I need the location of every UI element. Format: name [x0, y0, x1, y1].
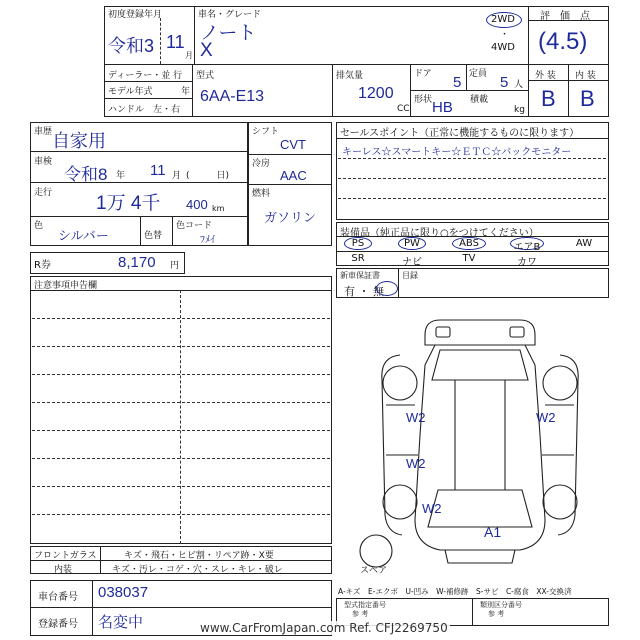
damage-mark-4: W2 [422, 501, 442, 516]
notes-dash-4 [32, 402, 330, 403]
model-divider [192, 64, 193, 117]
header-divider [194, 6, 195, 64]
score-value: (4.5) [538, 28, 588, 55]
day-paren: ( 日) [186, 171, 230, 181]
notes-dash-1 [32, 318, 330, 319]
glass-label-divider [100, 546, 101, 574]
ledger-label: 目録 [402, 271, 418, 280]
header-block [104, 6, 609, 117]
wheel-front-left [383, 485, 417, 519]
type-spec-ref: 参 考 [352, 610, 369, 618]
sales-dash-1 [338, 158, 606, 159]
recycle-box [30, 252, 185, 274]
first-reg-era: 令和3 [108, 36, 155, 56]
category-label: 類別区分番号 [480, 601, 522, 609]
ac-value: AAC [280, 168, 307, 183]
damage-mark-3: W2 [406, 456, 426, 471]
usage-divider [30, 151, 248, 152]
spare-label: スペア [360, 566, 388, 576]
inspection-era: 令和8 [64, 165, 108, 184]
damage-mark-2: W2 [536, 410, 556, 425]
warranty-value: 有 ・ 無 [344, 285, 384, 298]
chassis-number: 038037 [98, 584, 149, 601]
equip-ps: PS [351, 238, 365, 249]
recycle-amount: 8,170 [118, 254, 156, 271]
windshield [428, 490, 532, 527]
warranty-none-circle [376, 281, 398, 296]
registration-value: 名変中 [98, 614, 144, 631]
damage-mark-1: W2 [406, 410, 426, 425]
notes-dash-7 [32, 486, 330, 487]
dealer-divider [104, 81, 192, 82]
model-year-divider [104, 98, 192, 99]
sales-points-text: キーレス☆スマートキー☆ＥＴＣ☆バックモニター [342, 147, 572, 158]
exterior-label: 外 装 [535, 71, 556, 81]
color-code-divider [172, 216, 173, 246]
shift-value: CVT [280, 137, 306, 152]
equip-leather: カワ [517, 257, 537, 268]
side-mirror-left [436, 327, 450, 337]
exterior-grade: B [541, 86, 556, 111]
model-label: 型式 [196, 71, 215, 81]
wheel-rear-right [543, 366, 577, 400]
fuel-value: ガソリン [264, 210, 317, 225]
equip-airbag: エアB [513, 242, 541, 253]
shift-label: シフト [252, 127, 280, 137]
drive-dot: ・ [500, 30, 510, 40]
year-suffix: 年 [181, 87, 191, 97]
kg-unit: kg [514, 105, 525, 115]
capacity-value: 5 [500, 74, 509, 91]
color-value: シルバー [58, 228, 109, 243]
displacement-label: 排気量 [336, 71, 364, 81]
person-suffix: 人 [514, 80, 524, 90]
warranty-label: 新車保証書 [340, 271, 380, 280]
sales-dash-2 [338, 178, 606, 179]
notes-dash-2 [32, 346, 330, 347]
damage-legend: A-キズ E-エクボ U-凹み W-補修跡 S-サビ C-腐食 XX-交換済 [338, 587, 572, 596]
capacity-label: 定員 [469, 69, 488, 79]
notes-dash-6 [32, 458, 330, 459]
sales-points-label: セールスポイント（正常に機能するものに限ります） [340, 128, 580, 139]
notes-title-divider [30, 290, 332, 291]
capacity-divider [466, 64, 467, 90]
cc-unit: CC [397, 104, 410, 114]
handle-label: ハンドル 左・右 [108, 105, 181, 115]
warranty-divider [398, 268, 399, 298]
inspection-label: 車検 [34, 157, 53, 167]
km-unit: km [212, 204, 225, 213]
drive-2wd: 2WD [491, 14, 515, 25]
front-bumper [445, 550, 515, 563]
front-glass-label: フロントガラス [34, 551, 97, 561]
door-value: 5 [453, 74, 462, 91]
interior-text: キズ・汚レ・コゲ・穴・スレ・キレ・破レ [112, 565, 283, 575]
car-roof-outline [425, 320, 535, 345]
mileage-divider [30, 216, 248, 217]
dealer-label: ディーラー・並 行 [108, 71, 183, 81]
month-char: 月 [172, 171, 182, 181]
rear-window [432, 350, 528, 380]
inspection-divider [30, 182, 248, 183]
header-row-divider [104, 64, 609, 65]
shape-value: HB [432, 99, 453, 116]
first-reg-label: 初度登録年月 [108, 10, 163, 20]
color-code-value: ﾌﾒｲ [200, 235, 215, 246]
displacement-divider [332, 64, 333, 117]
interior-row-label: 内装 [54, 565, 73, 575]
side-mirror-right [510, 327, 524, 337]
model-code: 6AA-E13 [200, 88, 265, 105]
sales-points-title-divider [336, 138, 609, 139]
color-change-divider [140, 216, 141, 246]
equip-abs: ABS [459, 238, 479, 249]
notes-dash-5 [32, 430, 330, 431]
displacement-value: 1200 [358, 85, 394, 102]
notes-col-1 [180, 290, 181, 544]
equip-sr: SR [351, 253, 365, 264]
notes-label: 注意事項申告欄 [34, 281, 98, 291]
recycle-label: R券 [34, 260, 51, 271]
wheel-rear-left [383, 366, 417, 400]
interior-grade: B [580, 86, 595, 111]
right-side-panel [558, 355, 578, 535]
car-name-label: 車名・グレード [198, 10, 262, 20]
car-diagram [340, 305, 610, 585]
damage-mark-5: A1 [484, 524, 502, 540]
grade-mid-divider [568, 64, 569, 117]
ac-label: 冷房 [252, 159, 271, 169]
shape-label: 形状 [414, 95, 433, 105]
drive-4wd: 4WD [491, 42, 515, 53]
equip-pw: PW [404, 238, 420, 249]
mileage-value: 1万 4千 [96, 193, 161, 214]
equipment-row-divider [336, 251, 609, 252]
mileage-extra: 400 [186, 197, 208, 212]
reg-month-divider [160, 18, 161, 64]
model-year-label: モデル年式 [108, 87, 153, 97]
shape-divider [410, 90, 528, 91]
equip-navi: ナビ [402, 257, 422, 268]
yen-unit: 円 [170, 261, 180, 271]
door-label: ドア [414, 69, 432, 79]
notes-dash-3 [32, 374, 330, 375]
shift-column-box [248, 122, 332, 246]
usage-value: 自家用 [52, 131, 106, 151]
month-suffix: 月 [185, 51, 193, 60]
car-name: ノート [200, 23, 257, 44]
equip-tv: TV [462, 253, 476, 264]
registration-label: 登録番号 [38, 619, 78, 630]
category-ref: 参 考 [488, 610, 505, 618]
score-divider [528, 6, 529, 117]
color-change-label: 色替 [144, 231, 163, 241]
chassis-label-divider [92, 580, 93, 636]
mileage-label: 走行 [34, 188, 53, 198]
grade: X [200, 40, 213, 61]
interior-label: 内 装 [575, 71, 596, 81]
equipment-label: 装備品（純正品に限り○をつけてください） [340, 228, 539, 239]
first-reg-month: 11 [166, 32, 185, 52]
left-side-panel [382, 355, 402, 535]
car-body-outline [415, 345, 545, 550]
chassis-divider [30, 607, 332, 608]
watermark: www.CarFromJapan.com Ref. CFJ2269750 [200, 621, 448, 635]
sales-dash-3 [338, 198, 606, 199]
type-spec-label: 型式指定番号 [344, 601, 386, 609]
inspection-month: 11 [150, 162, 166, 179]
loading-label: 積載 [470, 95, 489, 105]
color-label: 色 [34, 221, 44, 231]
chassis-label: 車台番号 [38, 592, 78, 603]
notes-box [30, 276, 332, 544]
equip-aw: AW [575, 238, 593, 249]
usage-label: 車歴 [34, 127, 53, 137]
year-char: 年 [116, 171, 126, 181]
score-label: 評 価 点 [540, 11, 590, 22]
notes-dash-8 [32, 514, 330, 515]
spare-tire [360, 535, 392, 567]
spec-divider [472, 598, 473, 626]
wheel-front-right [543, 485, 577, 519]
front-glass-text: キズ・飛石・ヒビ割・リペア跡・X要 [124, 551, 274, 561]
fuel-label: 燃料 [252, 189, 271, 199]
color-code-label: 色コード [176, 221, 213, 231]
